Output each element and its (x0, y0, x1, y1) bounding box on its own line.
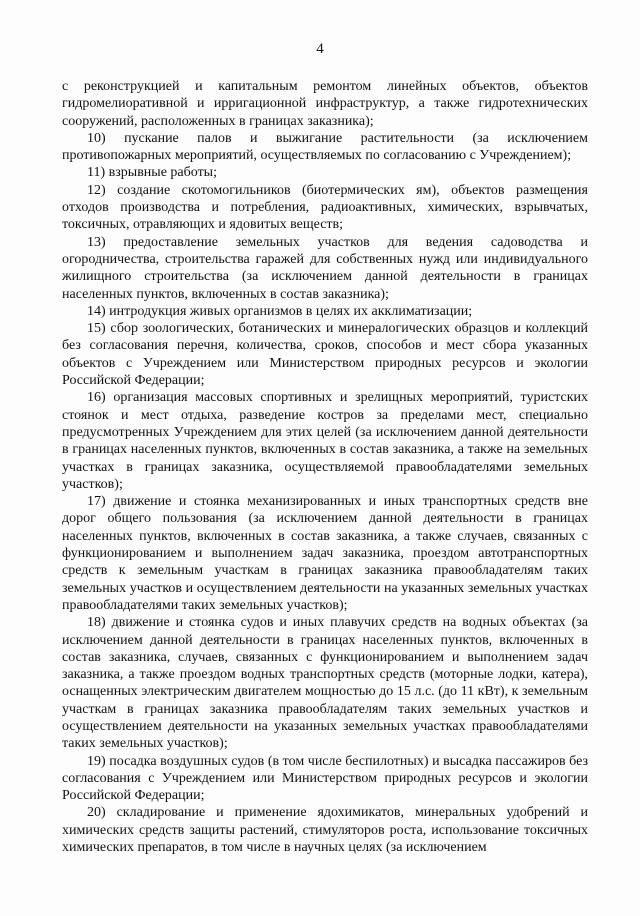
paragraph-item-11: 11) взрывные работы; (87, 165, 217, 181)
paragraph-item-13: 13) предоставление земельных участков для ведения садоводства и огородничества, строительства гаражей для собственных нужд или индивидуального жилищного строительства (за исключением данной деятельности в границах населенных пунктов, включенных в состав заказника); (62, 234, 588, 302)
paragraph-item-10: 10) пускание палов и выжигание растительности (за исключением противопожарных мероприятий, осуществляемых по согласованию с Учреждением); (62, 130, 588, 164)
paragraph-item-15: 15) сбор зоологических, ботанических и минералогических образцов и коллекций без согласования перечня, количества, сроков, способов и мест сбора указанных объектов с Учреждением или Министерством природных ресурсов и экологии Российской Федерации; (62, 321, 588, 389)
paragraph-item-12: 12) создание скотомогильников (биотермических ям), объектов размещения отходов производства и потребления, радиоактивных, химических, взрывчатых, токсичных, отравляющих и ядовитых веществ; (62, 182, 588, 233)
paragraph-continuation: с реконструкцией и капитальным ремонтом линейных объектов, объектов гидромелиоративной и ирригационной инфраструктур, а также гидротехнических сооружений, расположенных в границах заказника); (62, 79, 588, 129)
body-text (62, 78, 588, 856)
paragraph-item-19: 19) посадка воздушных судов (в том числе беспилотных) и высадка пассажиров без согласования с Учреждением или Министерством природных ресурсов и экологии Российской Федерации; (62, 753, 588, 804)
paragraph-item-17: 17) движение и стоянка механизированных и иных транспортных средств вне дорог общего пользования (за исключением данной деятельности в границах населенных пунктов, включенных в состав заказника, а также случаев, связанных с функционированием и выполнением задач заказника, проездом автотранспортных средств к земельным участкам в границах заказника правообладателям таких земельных участков и осуществлением деятельности на указанных земельных участках правообладателями таких земельных участков); (62, 494, 588, 613)
paragraph-item-20: 20) складирование и применение ядохимикатов, минеральных удобрений и химических средств защиты растений, стимуляторов роста, использование токсичных химических препаратов, в том числе в научных целях (за исключением (62, 805, 588, 856)
paragraph-item-18: 18) движение и стоянка судов и иных плавучих средств на водных объектах (за исключением данной деятельности в границах населенных пунктов, включенных в состав заказника, случаев, связанных с функционированием и выполнением задач заказника, а также проездом водных транспортных средств (моторные лодки, катера), оснащенных электрическим двигателем мощностью до 15 л.с. (до 11 кВт), к земельным участкам в границах заказника правообладателям таких земельных участков и осуществлением деятельности на указанных земельных участках правообладателями таких земельных участков); (62, 615, 588, 752)
paragraph-item-14: 14) интродукция живых организмов в целях их акклиматизации; (87, 303, 473, 319)
page-number: 4 (316, 41, 324, 57)
paragraph-item-16: 16) организация массовых спортивных и зрелищных мероприятий, туристских стоянок и мест отдыха, разведение костров за пределами мест, специально предусмотренных Учреждением для этих целей (за исключением данной деятельности в границах населенных пунктов, включенных в состав заказника, а также на земельных участках в границах заказника, осуществляемой правообладателями земельных участков); (62, 390, 588, 492)
